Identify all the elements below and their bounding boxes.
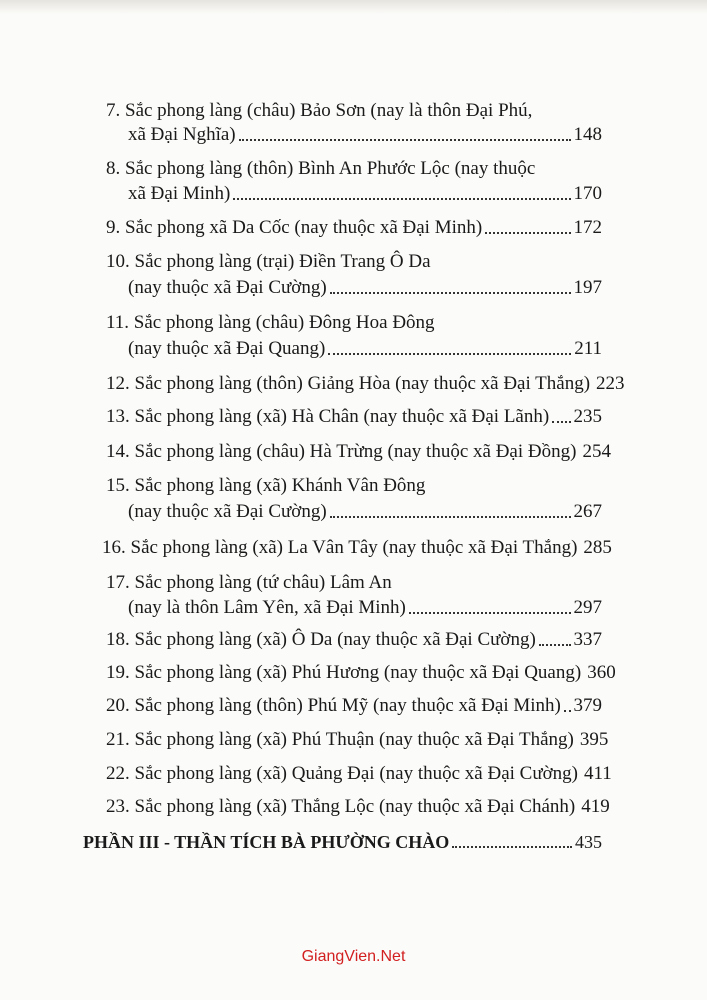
entry-title: 18. Sắc phong làng (xã) Ô Da (nay thuộc xã Đại Cường) xyxy=(106,629,536,650)
entry-page: 419 xyxy=(581,796,610,817)
entry-leader-line xyxy=(128,276,602,300)
entry-leader-line xyxy=(106,405,602,429)
entry-page: 337 xyxy=(573,629,602,650)
entry-page: 172 xyxy=(573,217,602,238)
part-page: 435 xyxy=(575,832,602,852)
entry-page: 254 xyxy=(582,441,611,462)
entry-page: 395 xyxy=(579,729,609,750)
entry-title: 9. Sắc phong xã Da Cốc (nay thuộc xã Đại Minh) xyxy=(106,217,483,238)
entry-title-cont: xã Đại Nghĩa) xyxy=(128,124,236,145)
entry-title: 10. Sắc phong làng (trại) Điền Trang Ô Da xyxy=(106,251,431,272)
entry-leader-line xyxy=(106,440,611,464)
entry-title: 11. Sắc phong làng (châu) Đông Hoa Đông xyxy=(106,312,435,333)
entry-title-cont: (nay thuộc xã Đại Quang) xyxy=(128,338,326,359)
entry-title: 17. Sắc phong làng (tứ châu) Lâm An xyxy=(106,572,392,593)
entry-leader-line xyxy=(128,500,602,524)
watermark-footer: GiangVien.Net xyxy=(301,948,406,965)
entry-page: 170 xyxy=(573,183,602,204)
entry-title: 14. Sắc phong làng (châu) Hà Trừng (nay thuộc xã Đại Đồng) xyxy=(106,441,577,462)
part-title: PHẦN III - THẦN TÍCH BÀ PHƯỜNG CHÀO xyxy=(83,832,450,852)
entry-leader-line xyxy=(128,123,602,147)
entry-title: 23. Sắc phong làng (xã) Thắng Lộc (nay thuộc xã Đại Chánh) xyxy=(106,796,576,817)
entry-leader-line xyxy=(106,694,602,718)
entry-leader-line xyxy=(106,728,609,752)
entry-leader-line xyxy=(106,216,602,240)
entry-leader-line xyxy=(128,337,602,361)
entry-page: 235 xyxy=(573,406,602,427)
entry-page: 285 xyxy=(583,537,612,558)
entry-leader-line xyxy=(106,628,602,652)
entry-leader-line xyxy=(128,182,602,206)
entry-title: 7. Sắc phong làng (châu) Bảo Sơn (nay là thôn Đại Phú, xyxy=(106,100,533,121)
entry-title: 8. Sắc phong làng (thôn) Bình An Phước Lộc (nay thuộc xyxy=(106,158,536,179)
entry-page: 197 xyxy=(573,277,602,298)
entry-title-cont: xã Đại Minh) xyxy=(128,183,231,204)
entry-title-cont: (nay thuộc xã Đại Cường) xyxy=(128,277,327,298)
entry-title: 12. Sắc phong làng (thôn) Giảng Hòa (nay thuộc xã Đại Thắng) xyxy=(106,373,591,394)
part-leader-line xyxy=(83,830,602,854)
entry-leader-line xyxy=(102,536,612,560)
entry-leader-line xyxy=(128,596,602,620)
entry-page: 211 xyxy=(574,338,602,359)
entry-page: 267 xyxy=(573,501,602,522)
entry-title: 16. Sắc phong làng (xã) La Vân Tây (nay thuộc xã Đại Thắng) xyxy=(102,537,578,558)
entry-title-cont: (nay thuộc xã Đại Cường) xyxy=(128,501,327,522)
entry-title: 13. Sắc phong làng (xã) Hà Chân (nay thuộc xã Đại Lãnh) xyxy=(106,406,550,427)
entry-title: 21. Sắc phong làng (xã) Phú Thuận (nay thuộc xã Đại Thắng) xyxy=(106,729,574,750)
entry-leader-line xyxy=(106,372,625,396)
entry-page: 148 xyxy=(573,124,602,145)
entry-title: 20. Sắc phong làng (thôn) Phú Mỹ (nay thuộc xã Đại Minh) xyxy=(106,695,561,716)
entry-title: 22. Sắc phong làng (xã) Quảng Đại (nay thuộc xã Đại Cường) xyxy=(106,763,579,784)
entry-leader-line xyxy=(106,762,612,786)
entry-title: 19. Sắc phong làng (xã) Phú Hương (nay thuộc xã Đại Quang) xyxy=(106,662,582,683)
entry-page: 360 xyxy=(587,662,616,683)
entry-page: 411 xyxy=(584,763,612,784)
entry-page: 297 xyxy=(573,597,602,618)
entry-page: 379 xyxy=(573,695,602,716)
entry-page: 223 xyxy=(596,373,625,394)
entry-leader-line xyxy=(106,661,616,685)
entry-title: 15. Sắc phong làng (xã) Khánh Vân Đông xyxy=(106,475,426,496)
entry-leader-line xyxy=(106,795,610,819)
page-top-edge xyxy=(0,0,707,14)
entry-title-cont: (nay là thôn Lâm Yên, xã Đại Minh) xyxy=(128,597,406,618)
